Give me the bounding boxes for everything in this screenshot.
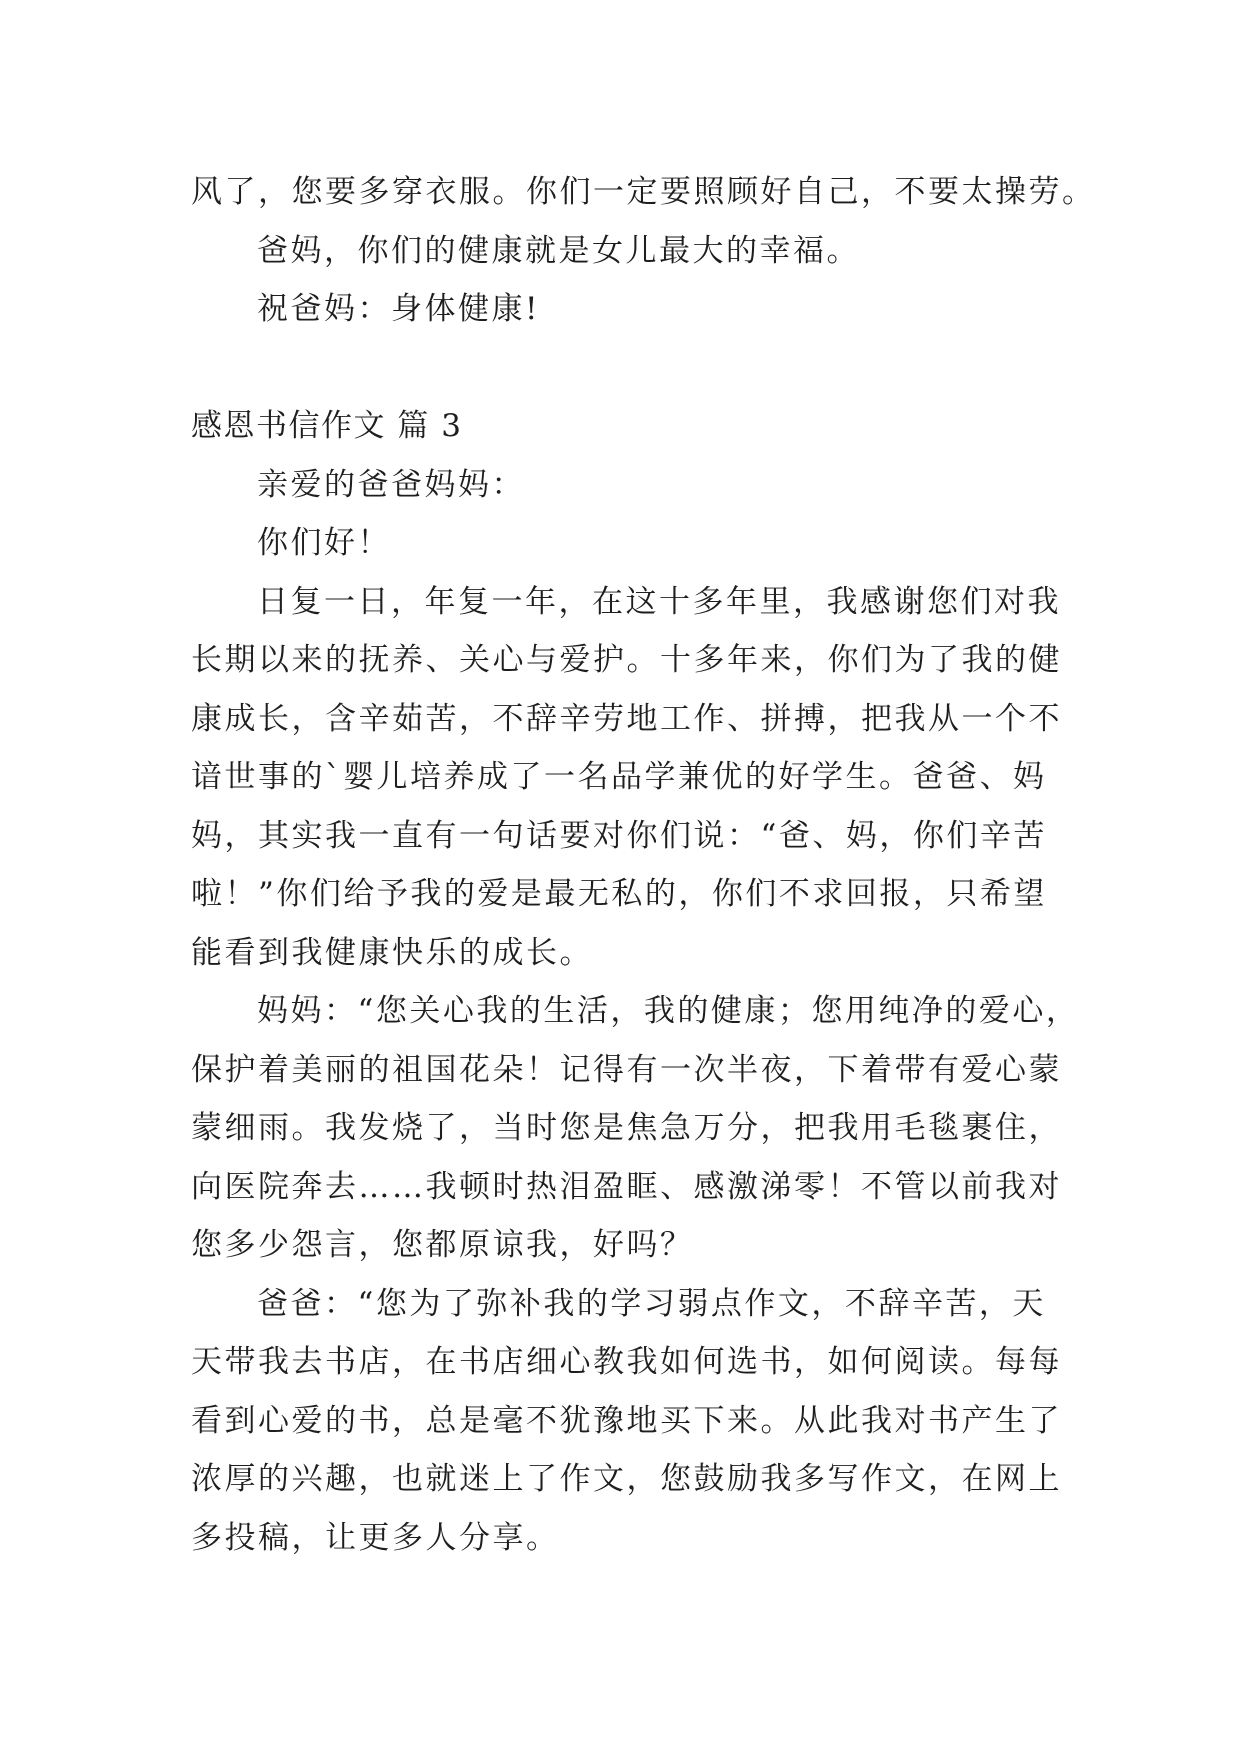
letter-salutation: 亲爱的爸爸妈妈：	[257, 466, 525, 503]
paragraph-line: 多投稿，让更多人分享。	[191, 1519, 560, 1556]
paragraph-line: 妈妈：“您关心我的生活，我的健康；您用纯净的爱心，	[257, 993, 1080, 1029]
paragraph-blessing: 祝爸妈：身体健康!	[257, 291, 540, 327]
paragraph-gratitude	[191, 573, 1071, 983]
paragraph-line: 长期以来的抚养、关心与爱护。十多年来，你们为了我的健	[191, 642, 1062, 678]
paragraph-line: 天带我去书店，在书店细心教我如何选书，如何阅读。每每	[191, 1344, 1062, 1380]
paragraph-health-happiness: 爸妈，你们的健康就是女儿最大的幸福。	[257, 232, 860, 269]
paragraph-line: 看到心爱的书，总是毫不犹豫地买下来。从此我对书产生了	[191, 1402, 1062, 1439]
section-heading: 感恩书信作文 篇 3	[191, 408, 463, 444]
paragraph-line: 保护着美丽的祖国花朵！记得有一次半夜，下着带有爱心蒙	[191, 1051, 1062, 1088]
paragraph-line: 能看到我健康快乐的成长。	[191, 934, 593, 971]
paragraph-line: 啦！”你们给予我的爱是最无私的，你们不求回报，只希望	[191, 876, 1047, 912]
paragraph-line: 谙世事的`婴儿培养成了一名品学兼优的好学生。爸爸、妈	[191, 759, 1047, 795]
paragraph-line: 浓厚的兴趣，也就迷上了作文，您鼓励我多写作文，在网上	[191, 1461, 1062, 1497]
section-gap	[191, 339, 1071, 398]
paragraph-line: 妈，其实我一直有一句话要对你们说：“爸、妈，你们辛苦	[191, 817, 1047, 854]
paragraph-line: 爸爸：“您为了弥补我的学习弱点作文，不辞辛苦，天	[257, 1285, 1046, 1322]
paragraph-line: 您多少怨言，您都原谅我，好吗？	[191, 1227, 694, 1263]
paragraph-line: 蒙细雨。我发烧了，当时您是焦急万分，把我用毛毯裹住，	[191, 1110, 1062, 1146]
paragraph-mother	[191, 982, 1080, 1275]
paragraph-line: 向医院奔去……我顿时热泪盈眶、感激涕零！不管以前我对	[191, 1168, 1062, 1205]
continued-line: 风了，您要多穿衣服。你们一定要照顾好自己，不要太操劳。	[191, 174, 1096, 210]
paragraph-father	[191, 1275, 1071, 1568]
document-body	[191, 163, 1096, 1567]
letter-hello: 你们好！	[257, 525, 391, 561]
paragraph-line: 日复一日，年复一年，在这十多年里，我感谢您们对我	[257, 583, 1061, 620]
paragraph-line: 康成长，含辛茹苦，不辞辛劳地工作、拼搏，把我从一个不	[191, 700, 1062, 737]
